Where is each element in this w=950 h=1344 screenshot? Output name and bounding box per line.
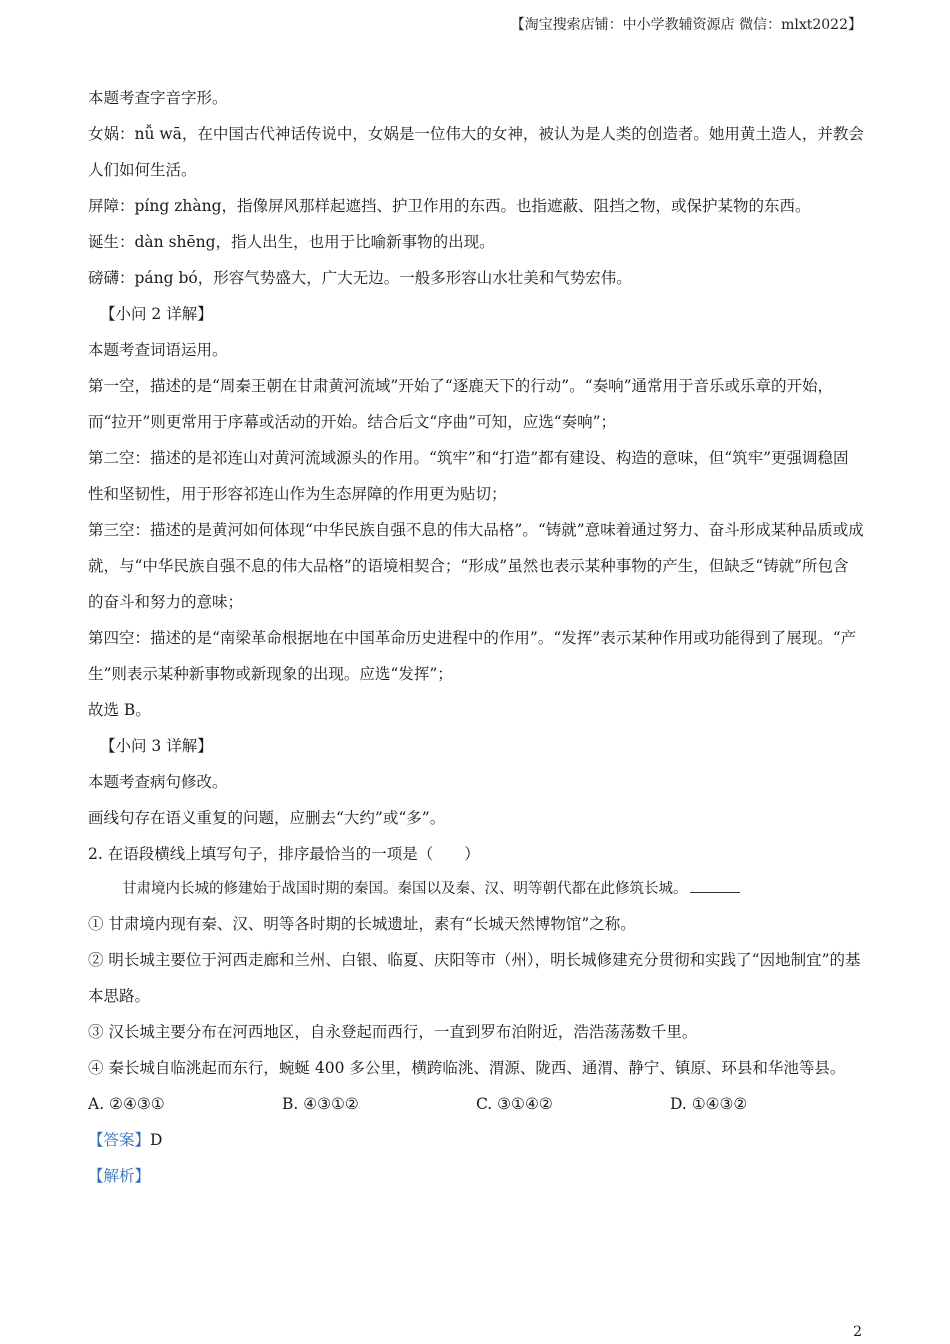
- paragraph: 本题考查词语运用。: [88, 341, 228, 359]
- paragraph: 第四空：描述的是“南梁革命根据地在中国革命历史进程中的作用”。“发挥”表示某种作用或功能得到了展现。“产生”则表示某种新事物或新现象的出现。应选“发挥”；: [88, 629, 857, 683]
- analysis-label: 【解析】: [88, 1167, 151, 1185]
- choice-d: D. ①④③②: [670, 1095, 748, 1113]
- paragraph: 故选 B。: [88, 701, 151, 719]
- choice-options: [88, 1086, 864, 1122]
- subquestion-3-heading: 【小问 3 详解】: [100, 737, 213, 755]
- option-item: ③ 汉长城主要分布在河西地区，自永登起而西行，一直到罗布泊附近，浩浩荡荡数千里。: [88, 1023, 698, 1041]
- analysis-line: [88, 1158, 864, 1194]
- paragraph: 屏障：píng zhàng，指像屏风那样起遮挡、护卫作用的东西。也指遮蔽、阻挡之物，或保护某物的东西。: [88, 197, 811, 215]
- answer-label: 【答案】: [88, 1131, 151, 1149]
- answer-value: D: [150, 1131, 163, 1149]
- question-passage: [88, 872, 864, 906]
- option-item: ② 明长城主要位于河西走廊和兰州、白银、临夏、庆阳等市（州），明长城修建充分贯彻和实践了“因地制宜”的基本思路。: [88, 951, 861, 1005]
- paragraph: 第二空：描述的是祁连山对黄河流域源头的作用。“筑牢”和“打造”都有建设、构造的意味，但“筑牢”更强调稳固性和坚韧性，用于形容祁连山作为生态屏障的作用更为贴切；: [88, 449, 849, 503]
- option-item: ① 甘肃境内现有秦、汉、明等各时期的长城遗址，素有“长城天然博物馆”之称。: [88, 915, 636, 933]
- paragraph: 诞生：dàn shēng，指人出生，也用于比喻新事物的出现。: [88, 233, 495, 251]
- paragraph: 画线句存在语义重复的问题，应删去“大约”或“多”。: [88, 809, 446, 827]
- answer-line: [88, 1122, 864, 1158]
- paragraph: 本题考查病句修改。: [88, 773, 228, 791]
- page-number: 2: [853, 1324, 862, 1340]
- document-body: [88, 80, 864, 1194]
- subquestion-2-heading: 【小问 2 详解】: [100, 305, 213, 323]
- paragraph: 第三空：描述的是黄河如何体现“中华民族自强不息的伟大品格”。“铸就”意味着通过努力、奋斗形成某种品质或成就，与“中华民族自强不息的伟大品格”的语境相契合；“形成”虽然也表示某种事物的产生，但缺乏“铸就”所包含的奋斗和努力的意味；: [88, 521, 864, 611]
- paragraph: 第一空，描述的是“周秦王朝在甘肃黄河流域”开始了“逐鹿天下的行动”。“奏响”通常用于音乐或乐章的开始，而“拉开”则更常用于序幕或活动的开始。结合后文“序曲”可知，应选“奏响”；: [88, 377, 834, 431]
- paragraph: 磅礴：páng bó，形容气势盛大，广大无边。一般多形容山水壮美和气势宏伟。: [88, 269, 632, 287]
- question-stem: 2. 在语段横线上填写句子，排序最恰当的一项是（ ）: [88, 845, 480, 863]
- page-header: 【淘宝搜索店铺：中小学教辅资源店 微信：mlxt2022】: [510, 17, 862, 33]
- choice-a: A. ②④③①: [88, 1095, 165, 1113]
- paragraph: 女娲：nǚ wā，在中国古代神话传说中，女娲是一位伟大的女神，被认为是人类的创造者。她用黄土造人，并教会人们如何生活。: [88, 125, 864, 179]
- passage-text: 甘肃境内长城的修建始于战国时期的秦国。秦国以及秦、汉、明等朝代都在此修筑长城。: [122, 881, 688, 897]
- choice-b: B. ④③①②: [282, 1095, 359, 1113]
- fill-blank: [690, 878, 740, 893]
- paragraph: 本题考查字音字形。: [88, 89, 228, 107]
- choice-c: C. ③①④②: [476, 1095, 553, 1113]
- option-item: ④ 秦长城自临洮起而东行，蜿蜒 400 多公里，横跨临洮、渭源、陇西、通渭、静宁、镇原、环县和华池等县。: [88, 1059, 846, 1077]
